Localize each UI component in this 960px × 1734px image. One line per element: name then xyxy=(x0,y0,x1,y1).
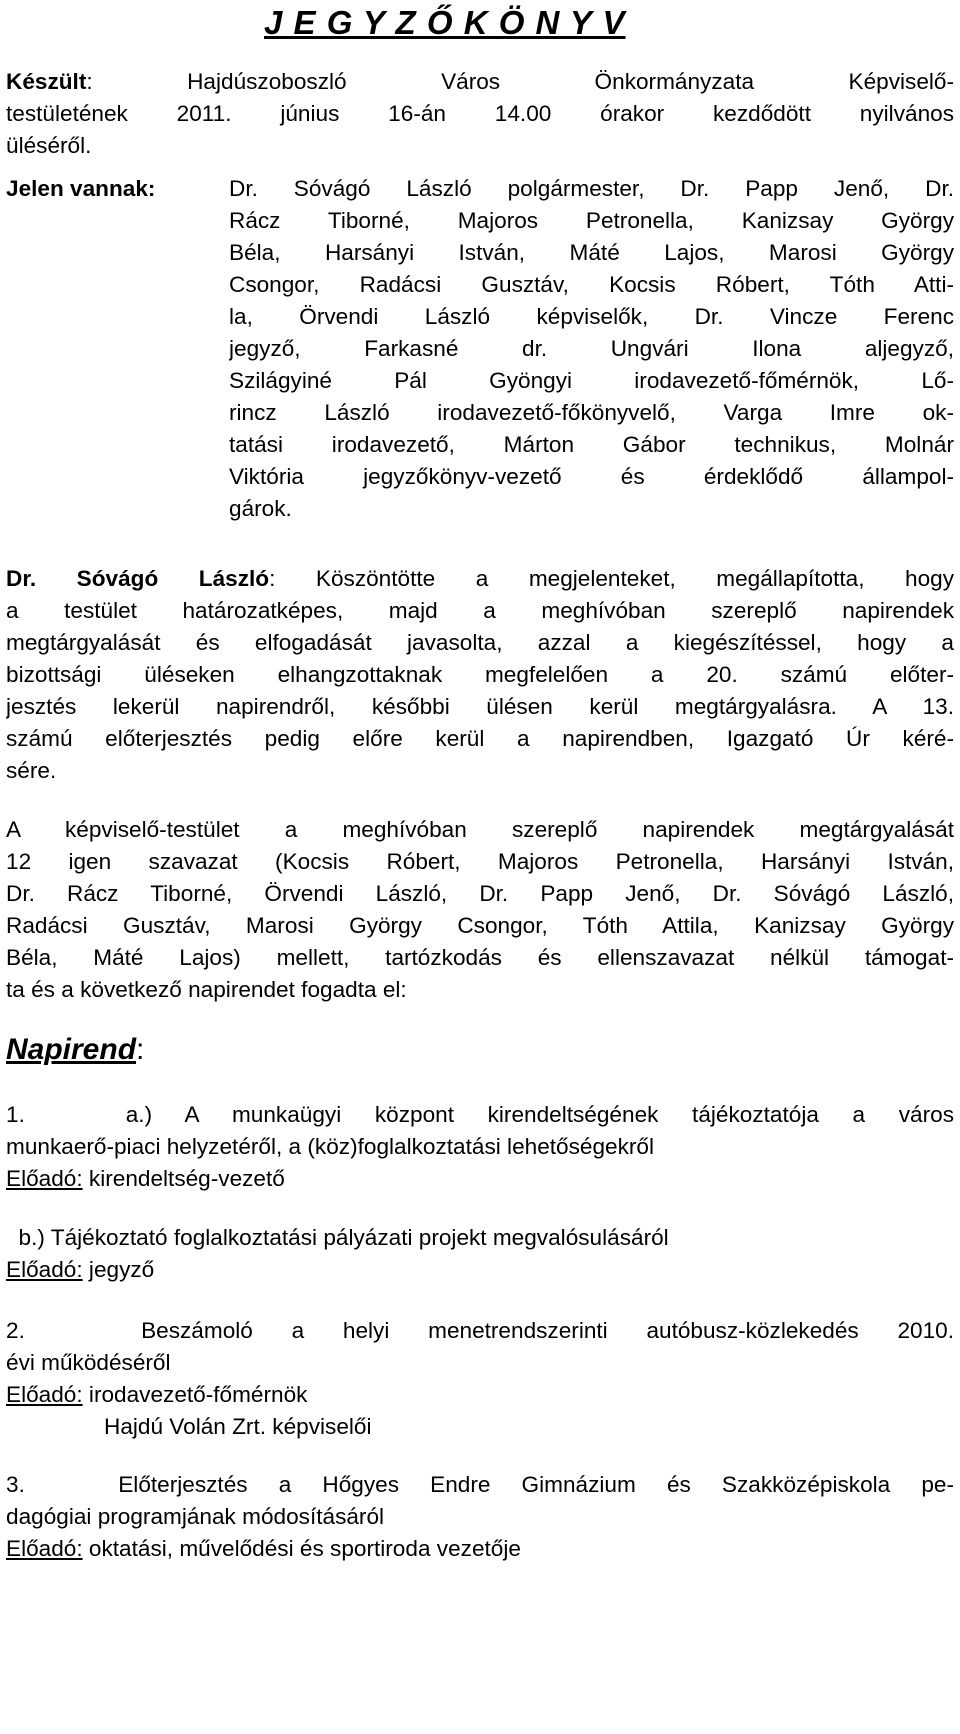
vote-line: A képviselő-testület a meghívóban szereplő napirendek megtárgyalását xyxy=(6,817,954,842)
vote-line: Dr. Rácz Tiborné, Örvendi László, Dr. Papp Jenő, Dr. Sóvágó László, xyxy=(6,881,954,906)
vote-paragraph xyxy=(6,814,954,1006)
agenda-item-title: b.) Tájékoztató foglalkoztatási pályázati projekt megvalósulásáról xyxy=(6,1225,669,1250)
agenda-item-title-cont: dagógiai programjának módosításáról xyxy=(6,1504,385,1529)
speaker-name: Dr. Sóvágó László xyxy=(6,566,270,591)
present-line: Béla, Harsányi István, Máté Lajos, Marosi György xyxy=(229,240,954,265)
document-title: J E G Y Z Ő K Ö N Y V xyxy=(264,4,626,41)
present-line: Rácz Tiborné, Majoros Petronella, Kanizsay György xyxy=(229,208,954,233)
present-line: Csongor, Radácsi Gusztáv, Kocsis Róbert, Tóth Atti- xyxy=(229,272,954,297)
vote-line: 12 igen szavazat (Kocsis Róbert, Majoros Petronella, Harsányi István, xyxy=(6,849,954,874)
present-line: Viktória jegyzőkönyv-vezető és érdeklődő állampol- xyxy=(229,464,954,489)
agenda-item-title: 1. a.) A munkaügyi központ kirendeltségének tájékoztatója a város xyxy=(6,1102,954,1127)
vote-line: Radácsi Gusztáv, Marosi György Csongor, Tóth Attila, Kanizsay György xyxy=(6,913,954,938)
present-line: la, Örvendi László képviselők, Dr. Vincze Ferenc xyxy=(229,304,954,329)
speech-line: bizottsági üléseken elhangzottaknak megfelelően a 20. számú előter- xyxy=(6,662,954,687)
present-label: Jelen vannak: xyxy=(6,176,156,201)
agenda-item-1 xyxy=(6,1099,954,1195)
vote-line: ta és a következő napirendet fogadta el: xyxy=(6,977,407,1002)
speech-line: számú előterjesztés pedig előre kerül a napirendben, Igazgató Úr kéré- xyxy=(6,726,954,751)
header-line-2: testületének 2011. június 16-án 14.00 órakor kezdődött nyilvános xyxy=(6,101,954,126)
speech-line: jesztés lekerül napirendről, későbbi ülésen kerül megtárgyalásra. A 13. xyxy=(6,694,954,719)
agenda-item-title-cont: évi működéséről xyxy=(6,1350,171,1375)
header-paragraph xyxy=(6,66,954,162)
header-line-1: Készült: Hajdúszoboszló Város Önkormányzata Képviselő- xyxy=(6,69,954,94)
agenda-item-2 xyxy=(6,1315,954,1443)
present-line: rincz László irodavezető-főkönyvelő, Varga Imre ok- xyxy=(229,400,954,425)
agenda-item-title: 2. Beszámoló a helyi menetrendszerinti autóbusz-közlekedés 2010. xyxy=(6,1318,954,1343)
header-label: Készült xyxy=(6,69,87,94)
agenda-item-presenter: Előadó: irodavezető-főmérnök xyxy=(6,1382,308,1407)
present-line: tatási irodavezető, Márton Gábor technikus, Molnár xyxy=(229,432,954,457)
vote-line: Béla, Máté Lajos) mellett, tartózkodás és ellenszavazat nélkül támogat- xyxy=(6,945,954,970)
agenda-item-presenter-2: Hajdú Volán Zrt. képviselői xyxy=(104,1414,372,1439)
present-line: jegyző, Farkasné dr. Ungvári Ilona aljegyző, xyxy=(229,336,954,361)
speech-paragraph xyxy=(6,563,954,787)
speech-line: a testület határozatképes, majd a meghívóban szereplő napirendek xyxy=(6,598,954,623)
agenda-item-title-cont: munkaerő-piaci helyzetéről, a (köz)foglalkoztatási lehetőségekről xyxy=(6,1134,655,1159)
present-list xyxy=(229,173,954,525)
agenda-item-1b xyxy=(6,1222,954,1286)
speech-line: Dr. Sóvágó László: Köszöntötte a megjelenteket, megállapította, hogy xyxy=(6,566,954,591)
agenda-item-3 xyxy=(6,1469,954,1565)
agenda-heading: Napirend: xyxy=(6,1033,145,1066)
speech-line: megtárgyalását és elfogadását javasolta, azzal a kiegészítéssel, hogy a xyxy=(6,630,954,655)
agenda-item-presenter: Előadó: jegyző xyxy=(6,1257,155,1282)
present-line: Szilágyiné Pál Gyöngyi irodavezető-főmérnök, Lő- xyxy=(229,368,954,393)
header-line-3: üléséről. xyxy=(6,133,92,158)
agenda-item-title: 3. Előterjesztés a Hőgyes Endre Gimnázium és Szakközépiskola pe- xyxy=(6,1472,954,1497)
agenda-item-presenter: Előadó: kirendeltség-vezető xyxy=(6,1166,285,1191)
agenda-item-presenter: Előadó: oktatási, művelődési és sportiroda vezetője xyxy=(6,1536,521,1561)
present-line: Dr. Sóvágó László polgármester, Dr. Papp Jenő, Dr. xyxy=(229,176,954,201)
present-line: gárok. xyxy=(229,496,292,521)
speech-line: sére. xyxy=(6,758,57,783)
